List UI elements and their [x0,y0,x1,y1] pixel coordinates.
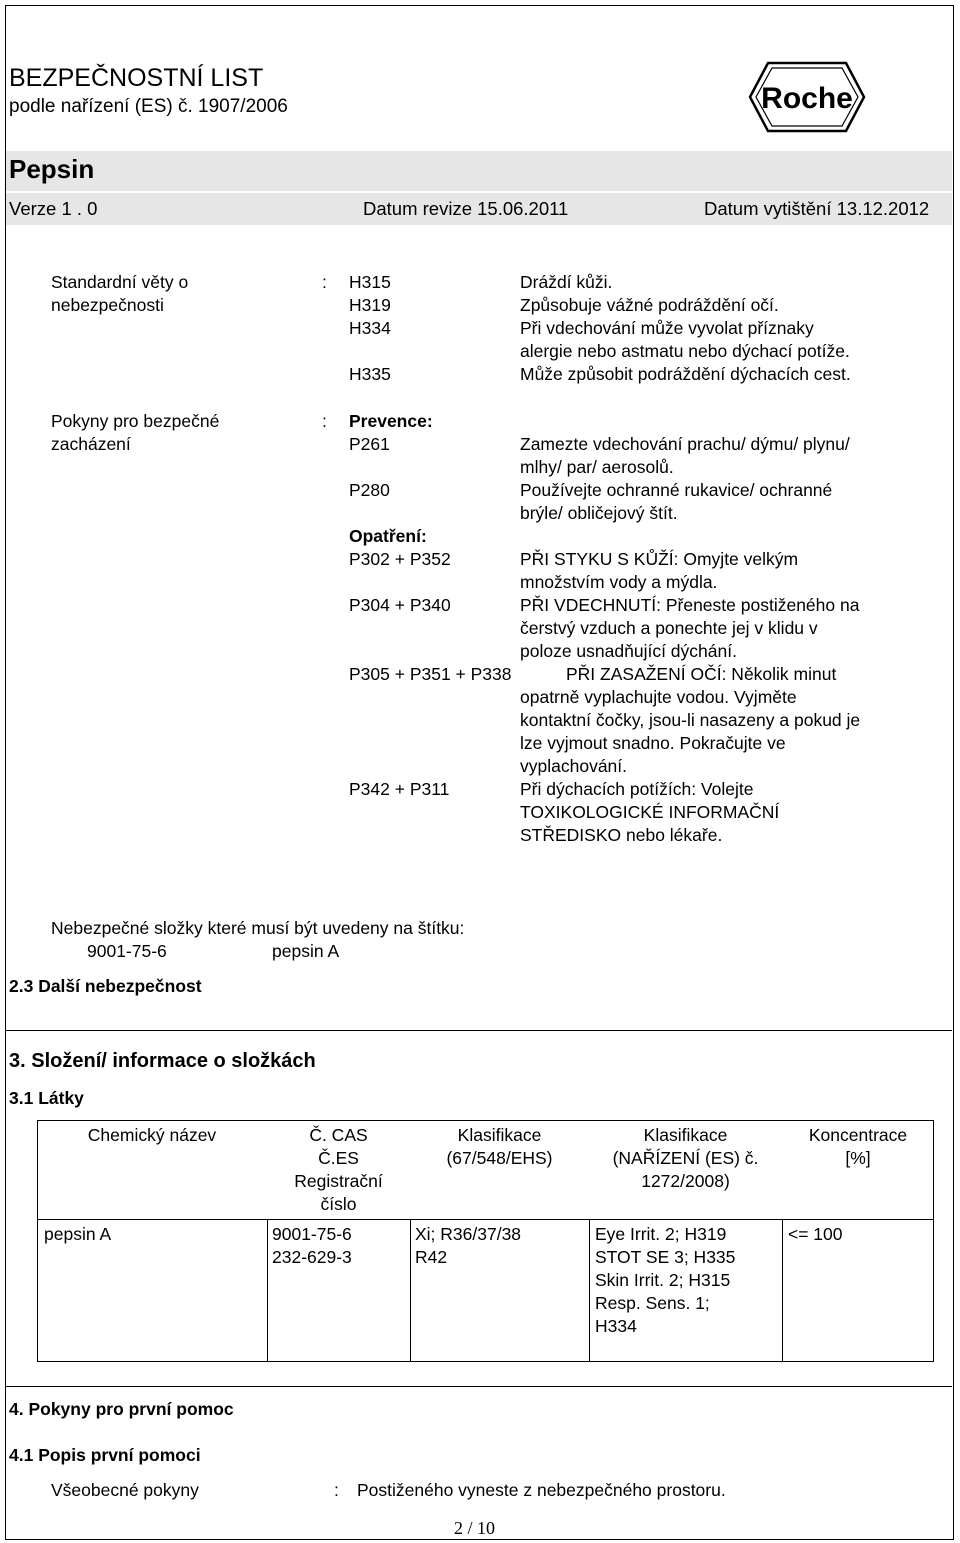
version: Verze 1 . 0 [9,198,98,219]
section-2-3-heading: 2.3 Další nebezpečnost [9,976,202,996]
precaution-code: P261 [349,434,390,454]
section-divider [6,1030,952,1031]
hazard-code: H319 [349,295,391,315]
precaution-text: kontaktní čočky, jsou-li nasazeny a pokud je [520,710,861,730]
table-column-divider [410,1219,411,1362]
document-title: BEZPEČNOSTNÍ LIST [9,64,264,92]
general-advice-colon: : [334,1480,339,1500]
section-4-1-heading: 4.1 Popis první pomoci [9,1445,201,1465]
label-components-heading: Nebezpečné složky které musí být uvedeny na štítku: [51,918,465,938]
precaution-text: poloze usnadňující dýchání. [520,641,737,661]
hazard-code: H315 [349,272,391,292]
section-divider [6,1386,952,1387]
hazard-text: alergie nebo astmatu nebo dýchací potíže. [520,341,850,361]
product-name: Pepsin [9,154,95,184]
precaution-code: P280 [349,480,390,500]
precaution-text: vyplachování. [520,756,628,776]
precaution-text: Používejte ochranné rukavice/ ochranné [520,480,833,500]
table-cell-class-clp: Eye Irrit. 2; H319 STOT SE 3; H335 Skin Irrit. 2; H315 Resp. Sens. 1; H334 [595,1224,736,1336]
precaution-text: množstvím vody a mýdla. [520,572,718,592]
hazard-code: H335 [349,364,391,384]
precaution-text: Zamezte vdechování prachu/ dýmu/ plynu/ [520,434,850,454]
revision-date: Datum revize 15.06.2011 [363,198,569,219]
precaution-colon: : [322,411,327,431]
label-component-cas: 9001-75-6 [87,941,167,961]
section-3-1-heading: 3.1 Látky [9,1088,84,1108]
column-header-class-clp: Klasifikace (NAŘÍZENÍ (ES) č. 1272/2008) [612,1125,759,1191]
precaution-code: P304 + P340 [349,595,451,615]
precaution-text: mlhy/ par/ aerosolů. [520,457,674,477]
response-heading: Opatření: [349,526,427,546]
table-column-divider [589,1219,590,1362]
precaution-code: P302 + P352 [349,549,451,569]
table-cell-name: pepsin A [44,1224,112,1244]
document-page [5,5,954,1540]
precaution-text: TOXIKOLOGICKÉ INFORMAČNÍ [520,802,780,822]
hazard-text: Dráždí kůži. [520,272,613,292]
hazard-colon: : [322,272,327,292]
precaution-text: Při dýchacích potížích: Volejte [520,779,754,799]
precaution-text: PŘI VDECHNUTÍ: Přeneste postiženého na [520,595,860,615]
table-header-divider [37,1219,934,1220]
precaution-text: STŘEDISKO nebo lékaře. [520,825,723,845]
prevention-heading: Prevence: [349,411,433,431]
hazard-text: Při vdechování může vyvolat příznaky [520,318,814,338]
precaution-text: čerstvý vzduch a ponechte jej v klidu v [520,618,818,638]
column-header-concentration: Koncentrace [%] [808,1125,908,1168]
roche-logo [748,61,866,133]
section-3-heading: 3. Složení/ informace o složkách [9,1050,316,1072]
product-band [6,151,952,191]
hazard-label: Standardní věty o [51,272,189,292]
hazard-code: H334 [349,318,391,338]
table-cell-concentration: <= 100 [788,1224,843,1244]
page-number: 2 / 10 [454,1518,496,1538]
print-date: Datum vytištění 13.12.2012 [704,198,930,219]
hazard-text: Způsobuje vážné podráždění očí. [520,295,779,315]
column-header-class-ehs: Klasifikace (67/548/EHS) [446,1125,553,1168]
precaution-label-2: zacházení [51,434,131,454]
table-cell-ids: 9001-75-6 232-629-3 [272,1224,352,1267]
table-column-divider [782,1219,783,1362]
precaution-code: P342 + P311 [349,779,450,799]
svg-text:Roche: Roche [761,82,853,115]
hazard-text: Může způsobit podráždění dýchacích cest. [520,364,851,384]
table-column-divider [267,1219,268,1362]
precaution-text: PŘI STYKU S KŮŽÍ: Omyjte velkým [520,549,799,569]
precaution-text: lze vyjmout snadno. Pokračujte ve [520,733,786,753]
precaution-text: opatrně vyplachujte vodou. Vyjměte [520,687,797,707]
hazard-label-2: nebezpečnosti [51,295,164,315]
general-advice-text: Postiženého vyneste z nebezpečného prostoru. [357,1480,726,1500]
precaution-text: PŘI ZASAŽENÍ OČÍ: Několik minut [566,664,837,684]
table-cell-class-ehs: Xi; R36/37/38 R42 [415,1224,522,1267]
label-component-name: pepsin A [272,941,340,961]
precaution-label: Pokyny pro bezpečné [51,411,220,431]
regulation-subtitle: podle nařízení (ES) č. 1907/2006 [9,96,288,117]
general-advice-label: Všeobecné pokyny [51,1480,199,1500]
precaution-text: brýle/ obličejový štít. [520,503,678,523]
column-header-ids: Č. CAS Č.ES Registrační číslo [294,1125,383,1214]
column-header-name: Chemický název [87,1125,217,1145]
precaution-code: P305 + P351 + P338 [349,664,512,684]
section-4-heading: 4. Pokyny pro první pomoc [9,1399,234,1419]
